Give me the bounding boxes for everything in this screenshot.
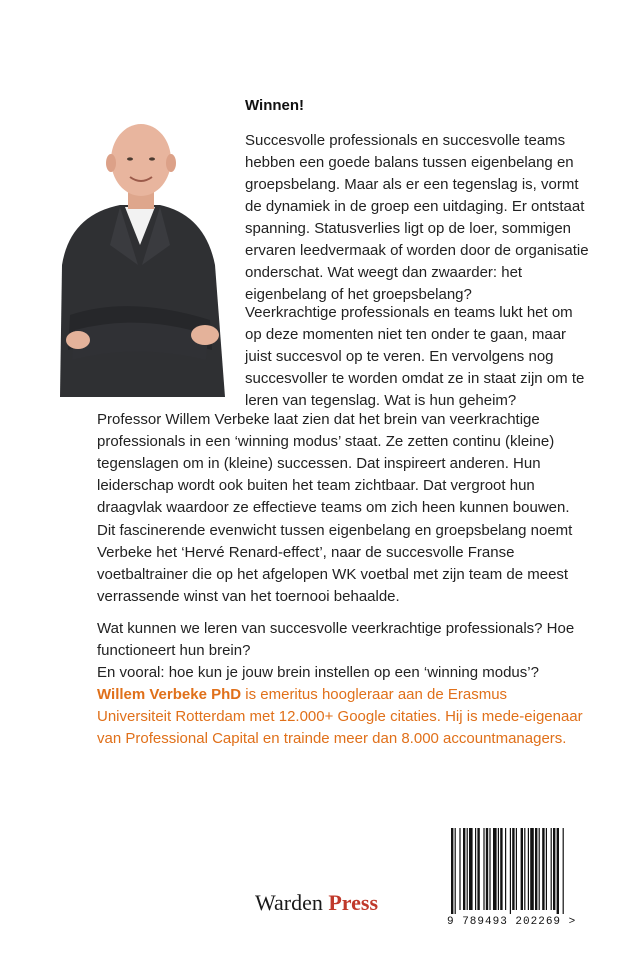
barcode-bar bbox=[521, 828, 523, 910]
barcode-bar bbox=[493, 828, 497, 910]
barcode-bar bbox=[463, 828, 465, 910]
barcode-bar bbox=[551, 828, 552, 910]
barcode-bar bbox=[489, 828, 490, 910]
isbn-number: 9 789493 202269 > bbox=[447, 916, 577, 928]
barcode-bar bbox=[467, 828, 468, 910]
renard-effect-paragraph: Dit fascinerende evenwicht tussen eigenbelang en groepsbelang noemt Verbeke het ‘Hervé Renard-effect’, naar de succesvolle Franse voetbaltrainer die op het afgelopen WK voetbal met zijn team de meest verrassende winst van het toernooi behaalde. bbox=[97, 522, 573, 605]
barcode-bar bbox=[475, 828, 476, 910]
barcode-bar bbox=[486, 828, 488, 910]
barcode-bar bbox=[510, 828, 511, 914]
barcode-bar bbox=[459, 828, 460, 910]
barcode-bar bbox=[539, 828, 540, 910]
barcode-bar bbox=[553, 828, 555, 910]
barcode-bar bbox=[505, 828, 506, 910]
publisher-name-warden: Warden bbox=[255, 890, 329, 915]
barcode-bar bbox=[455, 828, 456, 914]
questions-line-1: Wat kunnen we leren van succesvolle veerkrachtige professionals? Hoe functioneert hun brein? bbox=[97, 620, 575, 659]
author-bio-text: is emeritus hoogleraar aan de Erasmus Universiteit Rotterdam met 12.000+ Google citaties. Hij is mede-eigenaar van Professional Capital en trainde meer dan 8.000 accountmanagers. bbox=[97, 686, 583, 747]
barcode-bar bbox=[542, 828, 544, 910]
barcode-bar bbox=[546, 828, 547, 910]
questions-paragraph bbox=[97, 618, 585, 684]
barcode-bar bbox=[498, 828, 499, 910]
barcode-bar bbox=[524, 828, 525, 910]
questions-line-2: En vooral: hoe kun je jouw brein instellen op een ‘winning modus’? bbox=[97, 664, 539, 681]
barcode-bar bbox=[477, 828, 479, 910]
barcode-bar bbox=[469, 828, 473, 910]
resilience-paragraph: Veerkrachtige professionals en teams lukt het om op deze momenten niet ten onder te gaan, maar juist succesvol op te veren. En vervolgens nog succesvoller te worden omdat ze in staat zijn om te leren van tegenslag. Wat is hun geheim? bbox=[245, 304, 585, 409]
section-heading: Winnen! bbox=[245, 97, 305, 114]
barcode-bar bbox=[528, 828, 529, 910]
winning-mode-paragraph: Professor Willem Verbeke laat zien dat het brein van veerkrachtige professionals in een ‘winning modus’ staat. Ze zetten continu (kleine) tegenslagen om in (kleine) successen. Dat inspireert anderen. Hun leiderschap wordt ook buiten het team zichtbaar. Dat vergroot hun draagvlak waardoor ze effectieve teams om zich heen kunnen bouwen. bbox=[97, 411, 570, 516]
author-photo bbox=[40, 115, 240, 397]
barcode-bar bbox=[483, 828, 484, 910]
intro-paragraph: Succesvolle professionals en succesvolle teams hebben een goede balans tussen eigenbelang en groepsbelang. Maar als er een tegenslag is, vormt de dynamiek in de groep een uitdaging. Er ontstaat spanning. Statusverlies ligt op de loer, sommigen ervaren leedvermaak of worden door de organisatie onderschat. Wat weegt dan zwaarder: het eigenbelang of het groepsbelang? bbox=[245, 132, 589, 303]
barcode-bar bbox=[535, 828, 537, 910]
barcode-bar bbox=[557, 828, 559, 914]
author-portrait-illustration bbox=[40, 115, 240, 397]
author-name: Willem Verbeke PhD bbox=[97, 686, 242, 703]
barcode-bar bbox=[516, 828, 517, 910]
barcode-bar bbox=[530, 828, 534, 910]
barcode-bar bbox=[451, 828, 453, 914]
barcode-bar bbox=[512, 828, 514, 910]
barcode-bar bbox=[500, 828, 502, 910]
publisher-name-press: Press bbox=[328, 890, 379, 915]
barcode-bars bbox=[447, 826, 607, 914]
barcode-bar bbox=[563, 828, 564, 914]
isbn-barcode bbox=[447, 826, 607, 934]
author-bio bbox=[97, 684, 585, 750]
publisher-logo bbox=[255, 890, 378, 916]
